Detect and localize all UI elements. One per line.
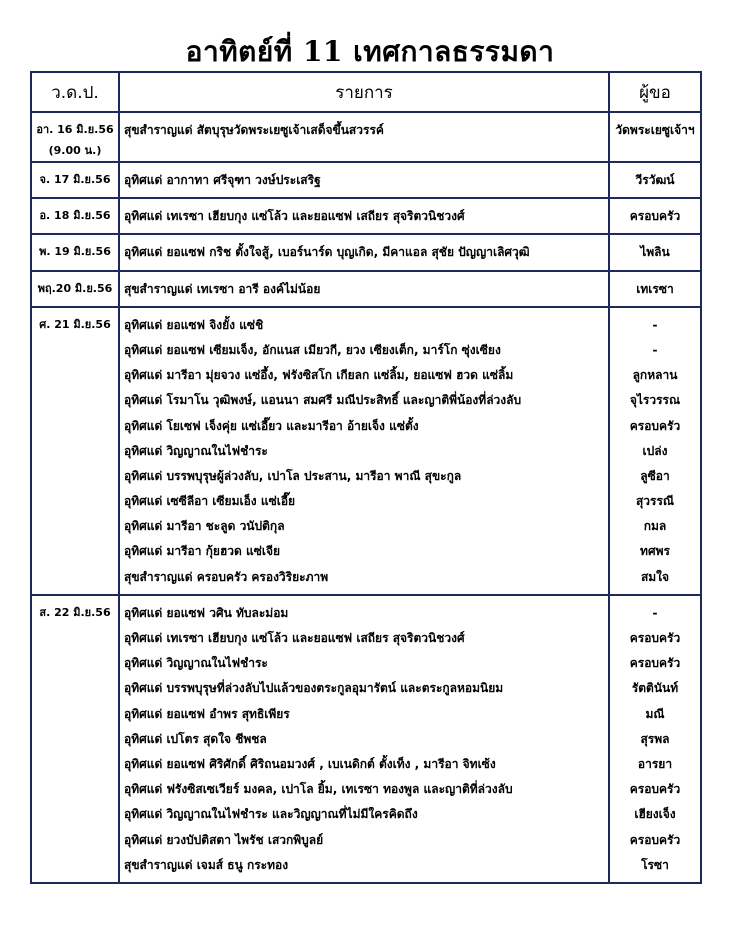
date-cell: [31, 162, 119, 198]
date-cell: [31, 307, 119, 595]
requester-text: เฮียงเจ็ง: [634, 807, 676, 822]
table-row: [31, 112, 701, 162]
requester-cell: [609, 234, 701, 270]
requester-cell: [609, 112, 701, 162]
requester-text: สุรพล: [640, 731, 670, 746]
date-cell: [31, 234, 119, 270]
requester-text: ครอบครัว: [629, 631, 681, 645]
intention-text: อุทิศแด่ ยวงบัปติสตา ไพรัช เสวกพิบูลย์: [124, 832, 324, 847]
requester-cell: [609, 307, 701, 595]
header-date: ว.ด.ป.: [31, 72, 119, 112]
requester-text: อารยา: [637, 756, 673, 771]
requester-cell: [609, 198, 701, 234]
time-text: (9.00 น.): [48, 144, 102, 157]
intention-text: อุทิศแด่ เซซีลีอา เซียมเอ็ง แซ่เอี๊ย: [124, 494, 296, 509]
requester-text: ครอบครัว: [629, 782, 681, 797]
items-cell: [119, 271, 609, 307]
intention-text: สุขสำราญแด่ เทเรซา อารี องค์ไม่น้อย: [124, 281, 321, 296]
intention-text: อุทิศแด่ วิญญาณในไฟชำระ: [124, 443, 268, 458]
date-cell: [31, 271, 119, 307]
intention-text: อุทิศแด่ ยอแซฟ กริช ตั้งใจสู้, เบอร์นาร์ด บุญเกิด, มีคาแอล สุชัย ปัญญาเลิศวุฒิ: [124, 245, 530, 260]
requester-text: วัดพระเยซูเจ้าฯ: [615, 123, 695, 137]
table-row: [31, 234, 701, 270]
date-cell: [31, 198, 119, 234]
items-cell: [119, 234, 609, 270]
header-requester: ผู้ขอ: [609, 72, 701, 112]
intention-text: อุทิศแด่ บรรพบุรุษที่ล่วงลับไปแล้วของตระกูลอุมารัตน์ และตระกูลหอมนิยม: [124, 681, 504, 696]
intention-text: อุทิศแด่ ยอแซฟ ศิริศักดิ์ ศิริถนอมวงศ์ , เบเนดิกต์ ตั้งเท็ง , มารีอา จิทเซ้ง: [124, 756, 496, 771]
intention-text: อุทิศแด่ มารีอา กุ้ยฮวด แซ่เจีย: [124, 544, 281, 559]
requester-text: สุวรรณี: [635, 494, 675, 509]
intention-text: อุทิศแด่ เทเรซา เฮียบกุง แซ่โล้ว และยอแซฟ เสถียร สุจริตวนิชวงศ์: [124, 631, 465, 645]
date-text: พ. 19 มิ.ย.56: [39, 245, 111, 259]
requester-text: รัตตินันท์: [631, 681, 679, 696]
table-row: [31, 307, 701, 595]
requester-text: กมล: [643, 519, 667, 534]
date-text: จ. 17 มิ.ย.56: [39, 173, 111, 186]
requester-text: จุไรวรรณ: [629, 393, 681, 408]
table-row: [31, 198, 701, 234]
intention-text: อุทิศแด่ โยเซฟ เจ็งคุ่ย แซ่เอี๊ยว และมารีอา อ้ายเจ็ง แซ่ตั้ง: [124, 418, 419, 433]
requester-text: ครอบครัว: [629, 418, 681, 433]
requester-text: ไพลิน: [640, 245, 670, 260]
requester-text: ครอบครัว: [629, 656, 681, 671]
intention-text: อุทิศแด่ ยอแซฟ จิงยั้ง แซ่ชิ: [124, 317, 264, 332]
intention-text: อุทิศแด่ เปโตร สุดใจ ชีพชล: [124, 731, 267, 746]
intention-text: อุทิศแด่ โรมาโน วุฒิพงษ์, แอนนา สมศรี มณีประสิทธิ์ และญาติพี่น้องที่ล่วงลับ: [124, 393, 522, 408]
intention-text: อุทิศแด่ ยอแซฟ อำพร สุทธิเพียร: [124, 706, 290, 721]
row-spacer: [124, 143, 608, 153]
date-text: ศ. 21 มิ.ย.56: [39, 317, 111, 331]
requester-cell: [609, 162, 701, 198]
intention-text: อุทิศแด่ มารีอา มุ่ยจวง แซ่อึ้ง, ฟรังซิสโก เกียลก แซ่ลิ้ม, ยอแซฟ ฮวด แซ่ลิ้ม: [124, 368, 514, 383]
intention-text: อุทิศแด่ วิญญาณในไฟชำระ: [124, 656, 268, 671]
intention-text: สุขสำราญแด่ ครอบครัว ครองวิริยะภาพ: [124, 569, 329, 584]
requester-text: สมใจ: [640, 569, 670, 584]
date-cell: [31, 595, 119, 883]
intention-text: อุทิศแด่ วิญญาณในไฟชำระ และวิญญาณที่ไม่มีใครคิดถึง: [124, 807, 418, 822]
items-cell: [119, 112, 609, 162]
requester-text: -: [652, 605, 658, 620]
requester-text: -: [652, 317, 658, 332]
items-cell: [119, 162, 609, 198]
header-item: รายการ: [119, 72, 609, 112]
requester-text: ลูซีอา: [640, 468, 670, 483]
intention-text: อุทิศแด่ เทเรซา เฮียบกุง แซ่โล้ว และยอแซฟ เสถียร สุจริตวนิชวงศ์: [124, 209, 465, 224]
intention-text: สุขสำราญแด่ สัตบุรุษวัดพระเยซูเจ้าเสด็จขึ้นสวรรค์: [124, 123, 384, 137]
requester-text: ลูกหลาน: [632, 368, 678, 383]
intention-text: อุทิศแด่ ฟรังซิสเซเวียร์ มงคล, เปาโล ยิ้ม, เทเรซา ทองพูล และญาติที่ล่วงลับ: [124, 782, 513, 797]
table-row: [31, 162, 701, 198]
intention-text: อุทิศแด่ อากาทา ศรีจุฑา วงษ์ประเสริฐ: [124, 173, 321, 187]
requester-text: เปล่ง: [642, 443, 668, 458]
table-row: [31, 271, 701, 307]
requester-text: มณี: [645, 706, 665, 721]
requester-text: ครอบครัว: [629, 832, 681, 847]
requester-text: เทเรซา: [636, 281, 674, 296]
date-text: อา. 16 มิ.ย.56: [36, 123, 114, 136]
items-cell: [119, 198, 609, 234]
intention-text: อุทิศแด่ ยอแซฟ วศิน ทับละม่อม: [124, 605, 289, 620]
requester-text: ครอบครัว: [629, 209, 681, 224]
date-cell: [31, 112, 119, 162]
intention-text: สุขสำราญแด่ เจมส์ ธนู กระทอง: [124, 857, 289, 872]
requester-text: โรซา: [641, 857, 669, 872]
date-text: อ. 18 มิ.ย.56: [39, 209, 111, 223]
table-header-row: [31, 72, 701, 112]
table-row: [31, 595, 701, 883]
intention-text: อุทิศแด่ ยอแซฟ เซียมเจ็ง, อักแนส เมียวกี, ยวง เซียงเต็ก, มาร์โก ซุ่งเซียง: [124, 342, 501, 357]
items-cell: [119, 595, 609, 883]
date-text: พฤ.20 มิ.ย.56: [37, 281, 113, 295]
requester-text: -: [652, 342, 658, 357]
requester-cell: [609, 595, 701, 883]
intention-text: อุทิศแด่ มารีอา ชะลูด วนัปติกุล: [124, 519, 285, 534]
requester-cell: [609, 271, 701, 307]
page-title: อาทิตย์ที่ 11 เทศกาลธรรมดา: [185, 35, 555, 68]
date-text: ส. 22 มิ.ย.56: [39, 605, 111, 619]
intention-table: [30, 71, 702, 884]
requester-text: ทศพร: [640, 544, 670, 559]
intention-text: อุทิศแด่ บรรพบุรุษผู้ล่วงลับ, เปาโล ประสาน, มารีอา พาณี สุขะกูล: [124, 468, 462, 483]
items-cell: [119, 307, 609, 595]
requester-text: วีรวัฒน์: [635, 173, 675, 187]
row-spacer: [610, 143, 700, 153]
